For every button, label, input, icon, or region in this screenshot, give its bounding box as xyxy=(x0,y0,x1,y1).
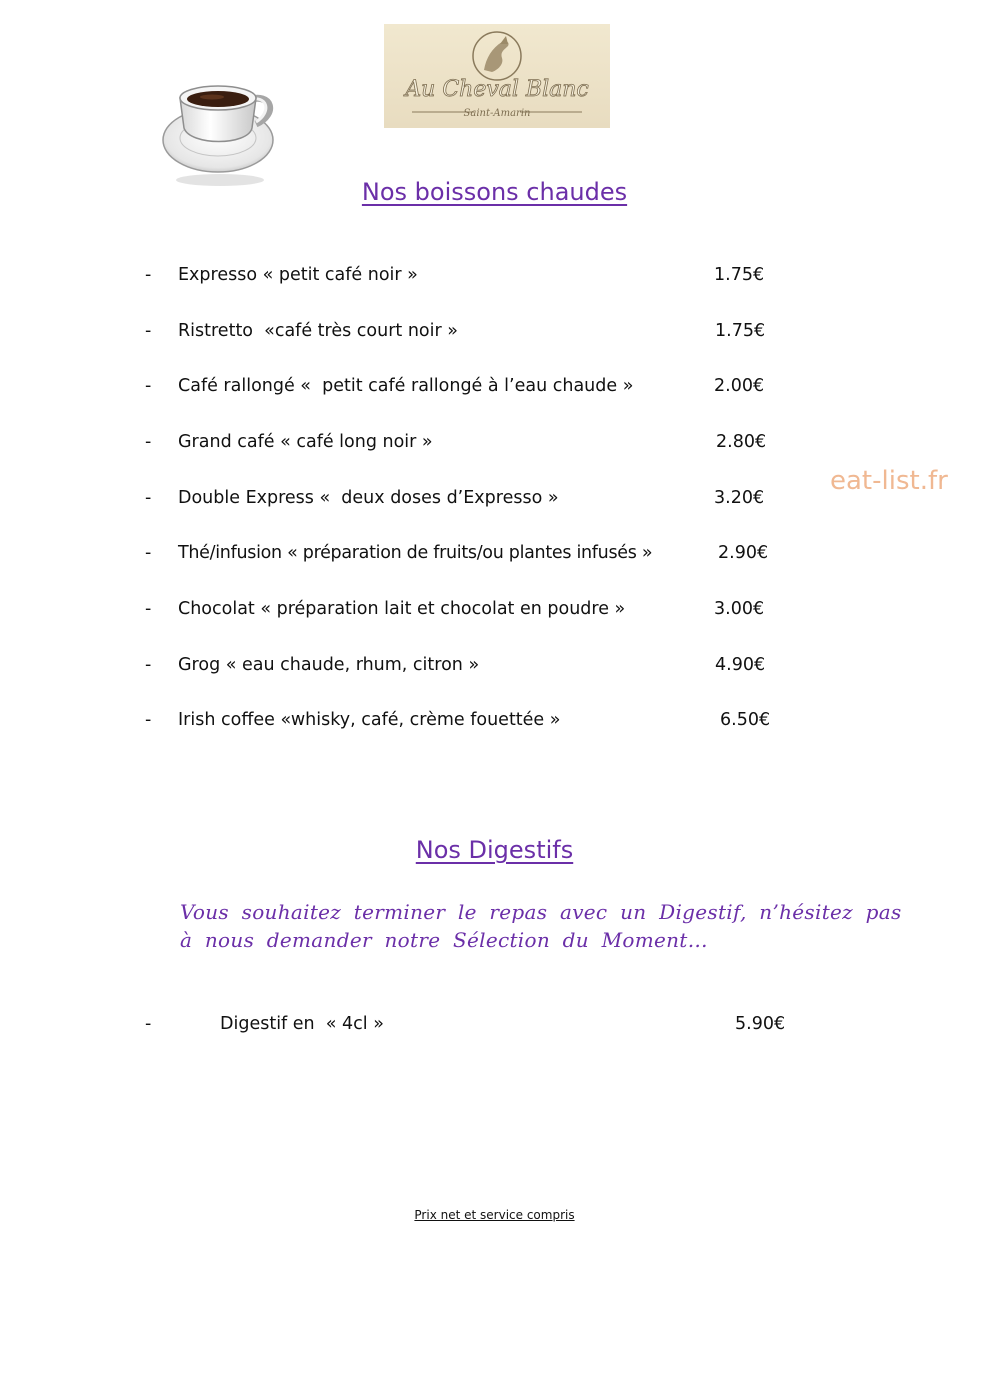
item-label: Double Express « deux doses d’Expresso » xyxy=(178,488,559,508)
logo-place: Saint-Amarin xyxy=(463,108,531,119)
item-label: Irish coffee «whisky, café, crème fouettée » xyxy=(178,710,561,730)
list-bullet: - xyxy=(145,432,152,452)
item-price: 6.50€ xyxy=(720,710,771,730)
restaurant-logo xyxy=(384,24,610,128)
menu-item xyxy=(0,599,989,627)
item-price: 2.80€ xyxy=(716,432,767,452)
item-label: Digestif en « 4cl » xyxy=(220,1014,384,1034)
item-price: 4.90€ xyxy=(715,655,766,675)
item-label: Grand café « café long noir » xyxy=(178,432,433,452)
item-price: 2.90€ xyxy=(718,543,769,563)
menu-item xyxy=(0,655,989,683)
item-price: 1.75€ xyxy=(715,321,766,341)
item-label: Café rallongé « petit café rallongé à l’eau chaude » xyxy=(178,376,634,396)
item-price: 3.00€ xyxy=(714,599,765,619)
coffee-cup-icon xyxy=(160,78,280,188)
list-bullet: - xyxy=(145,376,152,396)
item-label: Expresso « petit café noir » xyxy=(178,265,418,285)
digestifs-title: Nos Digestifs xyxy=(415,836,574,864)
item-label: Chocolat « préparation lait et chocolat en poudre » xyxy=(178,599,626,619)
menu-item xyxy=(0,710,989,738)
watermark: eat-list.fr xyxy=(830,466,948,496)
digestifs-intro xyxy=(180,898,902,954)
logo-name: Au Cheval Blanc xyxy=(405,77,589,102)
list-bullet: - xyxy=(145,655,152,675)
list-bullet: - xyxy=(145,543,152,563)
item-price: 1.75€ xyxy=(714,265,765,285)
menu-item xyxy=(0,265,989,293)
item-price: 2.00€ xyxy=(714,376,765,396)
price-note: Prix net et service compris xyxy=(414,1208,575,1222)
hot-drinks-title: Nos boissons chaudes xyxy=(361,178,628,206)
menu-item xyxy=(0,1014,989,1042)
item-label: Grog « eau chaude, rhum, citron » xyxy=(178,655,480,675)
list-bullet: - xyxy=(145,710,152,730)
item-price: 5.90€ xyxy=(735,1014,786,1034)
intro-line: Vous souhaitez terminer le repas avec un Digestif, n’hésitez pas xyxy=(180,900,902,924)
item-label: Ristretto «café très court noir » xyxy=(178,321,458,341)
list-bullet: - xyxy=(145,1014,152,1034)
intro-line: à nous demander notre Sélection du Moment… xyxy=(180,928,708,952)
horse-emblem-icon xyxy=(384,24,610,128)
item-price: 3.20€ xyxy=(714,488,765,508)
list-bullet: - xyxy=(145,488,152,508)
menu-item xyxy=(0,543,989,571)
item-label: Thé/infusion « préparation de fruits/ou plantes infusés » xyxy=(178,543,653,563)
menu-item xyxy=(0,376,989,404)
menu-item xyxy=(0,321,989,349)
list-bullet: - xyxy=(145,599,152,619)
list-bullet: - xyxy=(145,265,152,285)
list-bullet: - xyxy=(145,321,152,341)
menu-item xyxy=(0,432,989,460)
